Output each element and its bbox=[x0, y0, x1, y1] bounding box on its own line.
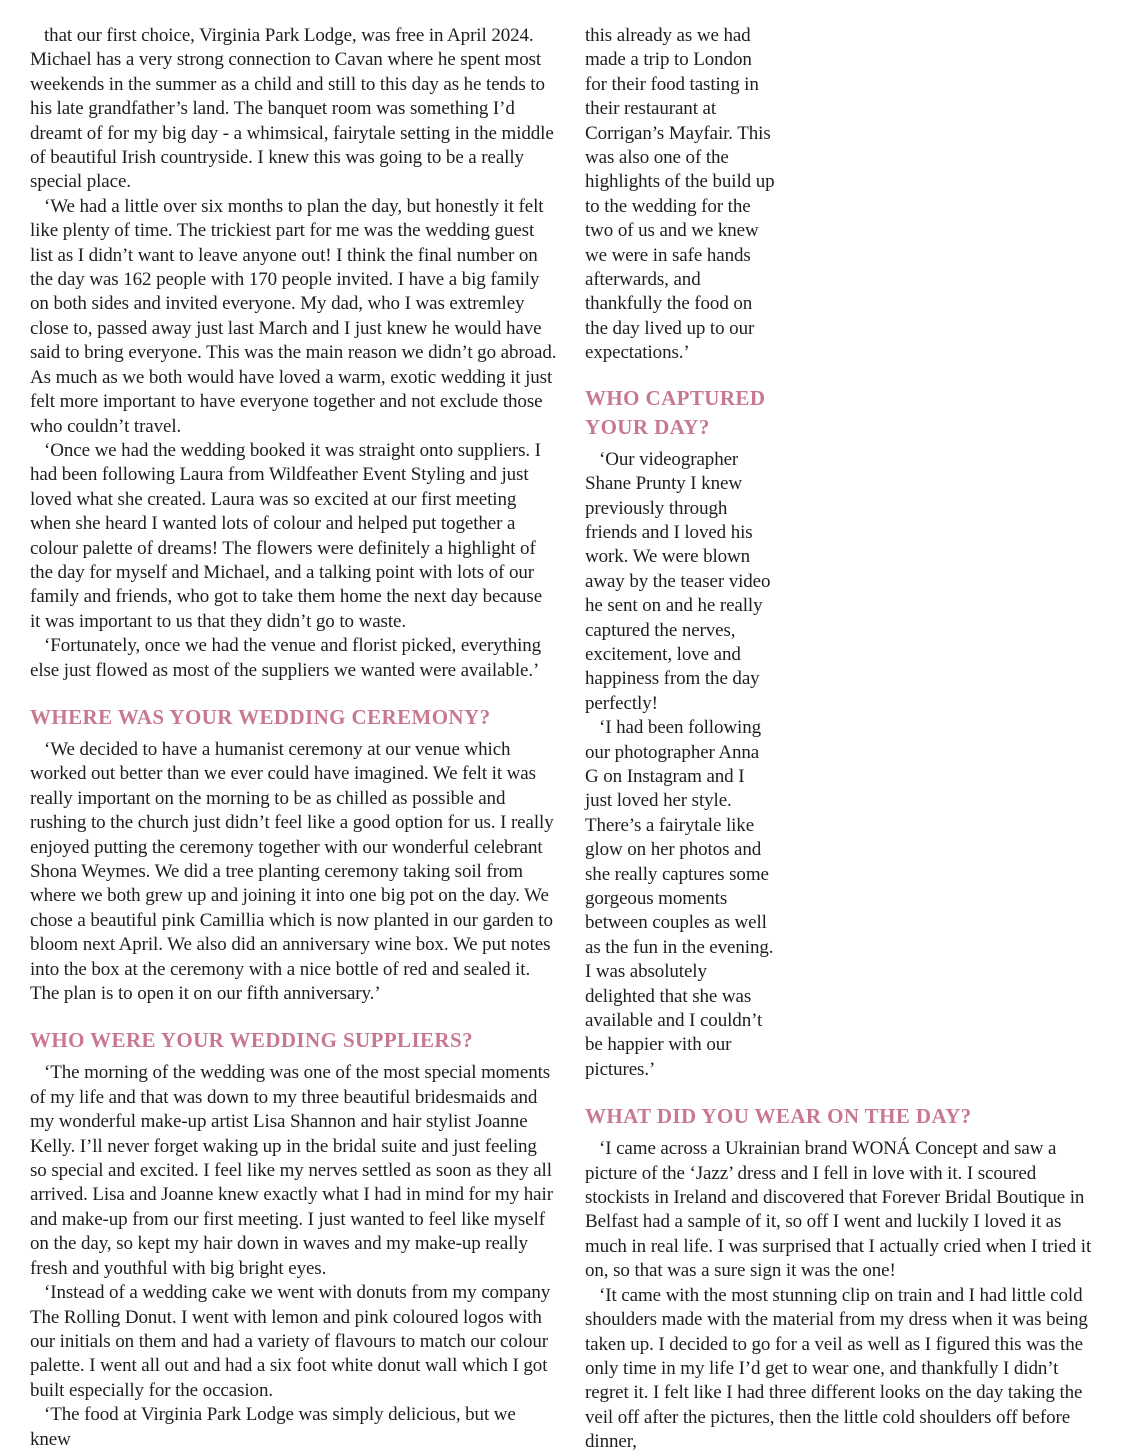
paragraph-donuts: ‘Instead of a wedding cake we went with donuts from my company The Rolling Donut. I went with lemon and pink coloured logos with our initials on them and had a variety of flavours to match our colour palette. I went all out and had a six foot white donut wall which I got built especially for the occasion. bbox=[30, 1282, 551, 1401]
paragraph-planning: ‘We had a little over six months to plan the day, but honestly it felt like plenty of time. The trickiest part for me was the wedding guest list as I didn’t want to leave anyone out! I think the final number on the day was 162 people with 170 people invited. I have a big family on both sides and invited everyone. My dad, who I was extremley close to, passed away just last March and I just knew he would have said to bring everyone. This was the main reason we didn’t go abroad. As much as we both would have loved a warm, exotic wedding it just felt more important to have everyone together and not exclude those who couldn’t travel. bbox=[30, 195, 557, 437]
paragraph-venue-continued: that our first choice, Virginia Park Lodge, was free in April 2024. Michael has a very strong connection to Cavan where he spent most weekends in the summer as a child and still to this day as he tends to his late grandfather’s land. The banquet room was something I’d dreamt of for my big day - a whimsical, fairytale setting in the middle of beautiful Irish countryside. I knew this was going to be a really special place. bbox=[30, 25, 554, 193]
paragraph-fortunately: ‘Fortunately, once we had the venue and florist picked, everything else just flowed as most of the suppliers we wanted were available.’ bbox=[30, 635, 542, 681]
photo-placeholder bbox=[775, 24, 1105, 1050]
paragraph-photographer: ‘I had been following our photographer Anna G on Instagram and I just loved her style. There’s a fairytale like glow on her photos and she really captures some gorgeous moments between couples as well as the fun in the evening. I was absolutely delighted that she was available and I couldn’t be happier with our pictures.’ bbox=[585, 717, 774, 1080]
paragraph-morning: ‘The morning of the wedding was one of the most special moments of my life and that was down to my three beautiful bridesmaids and my wonderful make-up artist Lisa Shannon and hair stylist Joanne Kelly. I’ll never forget waking up in the bridal suite and just feeling so special and excited. I feel like my nerves settled as soon as they all arrived. Lisa and Joanne knew exactly what I had in mind for my hair and make-up from our first meeting. I just wanted to feel like myself on the day, so kept my hair down in waves and my make-up really fresh and youthful with big bright eyes. bbox=[30, 1062, 553, 1279]
paragraph-veil: ‘It came with the most stunning clip on train and I had little cold shoulders made with the material from my dress when it was being taken up. I decided to go for a veil as well as I figured this was the only time in my life I’d get to wear one, and thankfully I didn’t regret it. I felt like I had three different looks on the day taking the veil off after the pictures, then the little cold shoulders off before dinner, bbox=[585, 1284, 1088, 1453]
section-heading-ceremony: WHERE WAS YOUR WEDDING CEREMONY? bbox=[30, 704, 491, 729]
paragraph-suppliers-booking: ‘Once we had the wedding booked it was straight onto suppliers. I had been following Laura from Wildfeather Event Styling and just loved what she created. Laura was so excited at our first meeting when she heard I wanted lots of colour and helped put together a colour palette of dreams! The flowers were definitely a highlight of the day for myself and Michael, and a talking point with lots of our family and friends, who got to take them home the next day because it was important to us that they didn’t go to waste. bbox=[30, 439, 543, 632]
section-heading-captured: WHO CAPTURED YOUR DAY? bbox=[585, 385, 766, 439]
paragraph-ceremony: ‘We decided to have a humanist ceremony at our venue which worked out better than we ever could have imagined. We felt it was really important on the morning to be as chilled as possible and rushing to the church just didn’t feel like a good option for us. I really enjoyed putting the ceremony together with our wonderful celebrant Shona Weymes. We did a tree planting ceremony taking soil from where we both grew up and joining it into one big pot on the day. We chose a beautiful pink Camillia which is now planted in our garden to bloom next April. We also did an anniversary wine box. We put notes into the box at the ceremony with a nice bottle of red and sealed it. The plan is to open it on our fifth anniversary.’ bbox=[30, 738, 554, 1005]
right-column bbox=[585, 24, 1105, 1453]
left-column bbox=[30, 24, 557, 1450]
paragraph-dress: ‘I came across a Ukrainian brand WONÁ Concept and saw a picture of the ‘Jazz’ dress and I fell in love with it. I scoured stockists in Ireland and discovered that Forever Bridal Boutique in Belfast had a sample of it, so off I went and luckily I loved it as much in real life. I was surprised that I actually cried when I tried it on, so that was a sure sign it was the one! bbox=[585, 1138, 1092, 1282]
paragraph-food-lead: ‘The food at Virginia Park Lodge was simply delicious, but we knew bbox=[30, 1404, 516, 1450]
paragraph-videographer: ‘Our videographer Shane Prunty I knew previously through friends and I loved his work. We were blown away by the teaser video he sent on and he really captured the nerves, excitement, love and happiness from the day perfectly! bbox=[585, 448, 771, 714]
paragraph-food-continued: this already as we had made a trip to London for their food tasting in their restaurant at Corrigan’s Mayfair. This was also one of the highlights of the build up to the wedding for the two of us and we knew we were in safe hands afterwards, and thankfully the food on the day lived up to our expectations.’ bbox=[585, 25, 775, 364]
section-heading-wear: WHAT DID YOU WEAR ON THE DAY? bbox=[585, 1104, 972, 1129]
section-heading-suppliers: WHO WERE YOUR WEDDING SUPPLIERS? bbox=[30, 1028, 473, 1053]
